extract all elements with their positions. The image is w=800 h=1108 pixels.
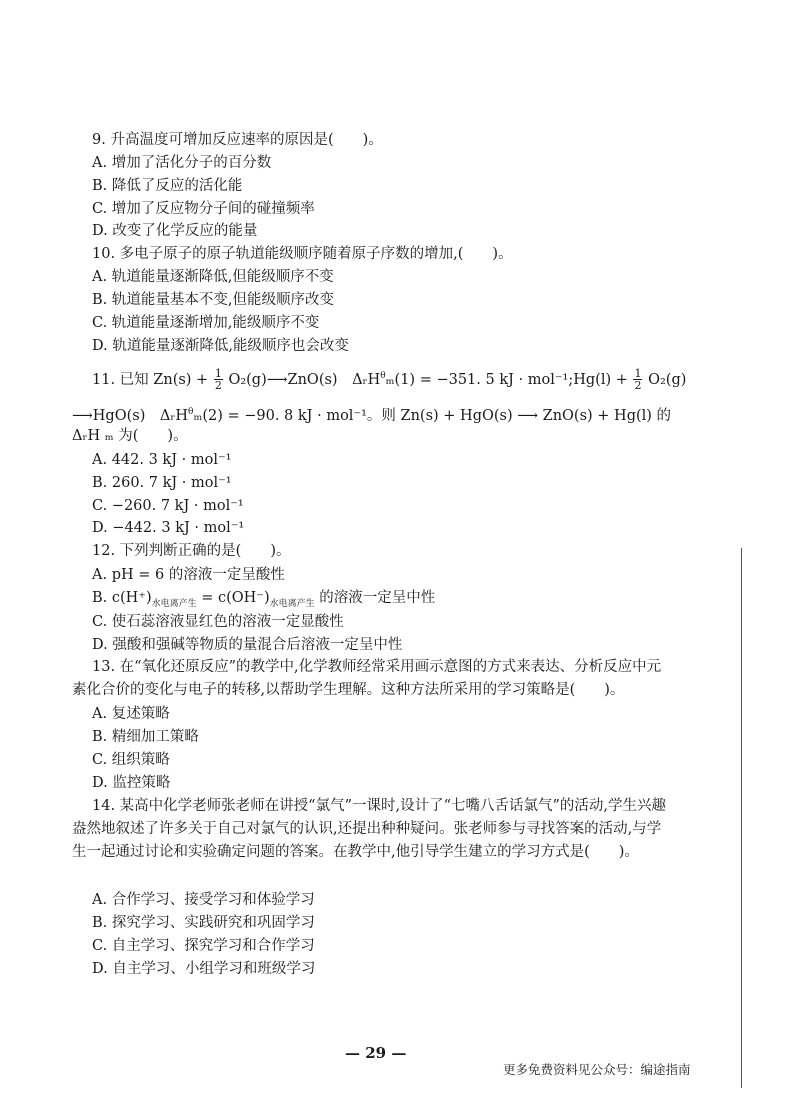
q11-text: O₂(g)⟶ZnO(s) ΔᵣH xyxy=(228,371,381,388)
q12-option-a: A. pH = 6 的溶液一定呈酸性 xyxy=(92,567,285,583)
q11-text: ⟶HgO(s) ΔᵣH xyxy=(72,407,189,424)
q10-option-a: A. 轨道能量逐渐降低,但能级顺序不变 xyxy=(92,269,334,285)
q11-option-d: D. −442. 3 kJ · mol⁻¹ xyxy=(92,520,245,536)
standard-state-symbol: θ xyxy=(188,407,194,417)
q12-stem: 12. 下列判断正确的是( )。 xyxy=(92,543,291,559)
q11-line-2 xyxy=(72,402,671,426)
q10-stem: 10. 多电子原子的原子轨道能级顺序随着原子序数的增加,( )。 xyxy=(92,246,513,262)
q12-option-b: B. $c(H^+)_{水电离产生} = c(OH^-)_{水电离产生}$ 的溶液一定呈中性 xyxy=(92,590,436,609)
q11-text: O₂(g) xyxy=(648,371,687,388)
q9-option-b: B. 降低了反应的活化能 xyxy=(92,178,243,194)
q10-option-c: C. 轨道能量逐渐增加,能级顺序不变 xyxy=(92,315,320,331)
q9-option-c: C. 增加了反应物分子间的碰撞频率 xyxy=(92,201,315,217)
footer-note: 更多免费资料见公众号：编途指南 xyxy=(503,1062,691,1077)
q10-option-d: D. 轨道能量逐渐降低,能级顺序也会改变 xyxy=(92,338,349,354)
q14-option-b: B. 探究学习、实践研究和巩固学习 xyxy=(92,915,315,931)
q11-line-1 xyxy=(92,366,686,391)
q11-text: ₘ(2) = −90. 8 kJ · mol⁻¹。则 Zn(s) + HgO(s) ⟶ ZnO(s) + Hg(l) 的 xyxy=(193,407,672,424)
q14-option-a: A. 合作学习、接受学习和体验学习 xyxy=(92,892,315,908)
q13-option-c: C. 组织策略 xyxy=(92,752,170,768)
q9-option-a: A. 增加了活化分子的百分数 xyxy=(92,155,272,171)
q10-option-b: B. 轨道能量基本不变,但能级顺序改变 xyxy=(92,292,334,308)
q14-option-d: D. 自主学习、小组学习和班级学习 xyxy=(92,961,316,977)
fraction-one-half: $\frac{1}{2}$ xyxy=(214,367,222,393)
q13-option-b: B. 精细加工策略 xyxy=(92,729,199,745)
q9-stem: 9. 升高温度可增加反应速率的原因是( )。 xyxy=(92,132,383,148)
q14-option-c: C. 自主学习、探究学习和合作学习 xyxy=(92,938,315,954)
q12-option-c: C. 使石蕊溶液显红色的溶液一定显酸性 xyxy=(92,614,344,630)
q13-stem: 13. 在“氧化还原反应”的教学中,化学教师经常采用画示意图的方式来表达、分析反应中元素化合价的变化与电子的转移,以帮助学生理解。这种方法所采用的学习策略是( )。 xyxy=(72,659,662,698)
q12-option-d: D. 强酸和强碱等物质的量混合后溶液一定呈中性 xyxy=(92,637,403,653)
fraction-one-half: $\frac{1}{2}$ xyxy=(634,367,642,393)
q11-line-3: ΔᵣH ₘ 为( )。 xyxy=(72,428,188,444)
q13-option-a: A. 复述策略 xyxy=(92,706,170,722)
page-edge-line xyxy=(741,548,742,1088)
q14-stem: 14. 某高中化学老师张老师在讲授“氯气”一课时,设计了“七嘴八舌话氯气”的活动,学生兴趣盎然地叙述了许多关于自己对氯气的认识,还提出种种疑问。张老师参与寻找答案的活动,与学生一起通过讨论和实验确定问题的答案。在教学中,他引导学生建立的学习方式是( )。 xyxy=(72,798,667,860)
q13-option-d: D. 监控策略 xyxy=(92,775,171,791)
q11-option-b: B. 260. 7 kJ · mol⁻¹ xyxy=(92,475,232,491)
standard-state-symbol: θ xyxy=(380,371,386,381)
q9-option-d: D. 改变了化学反应的能量 xyxy=(92,223,258,239)
q11-text: 11. 已知 Zn(s) + xyxy=(92,371,209,388)
page-number: — 29 — xyxy=(345,1044,407,1062)
q11-text: ₘ(1) = −351. 5 kJ · mol⁻¹;Hg(l) + xyxy=(385,371,628,388)
q11-option-c: C. −260. 7 kJ · mol⁻¹ xyxy=(92,498,244,514)
q11-option-a: A. 442. 3 kJ · mol⁻¹ xyxy=(92,452,232,468)
